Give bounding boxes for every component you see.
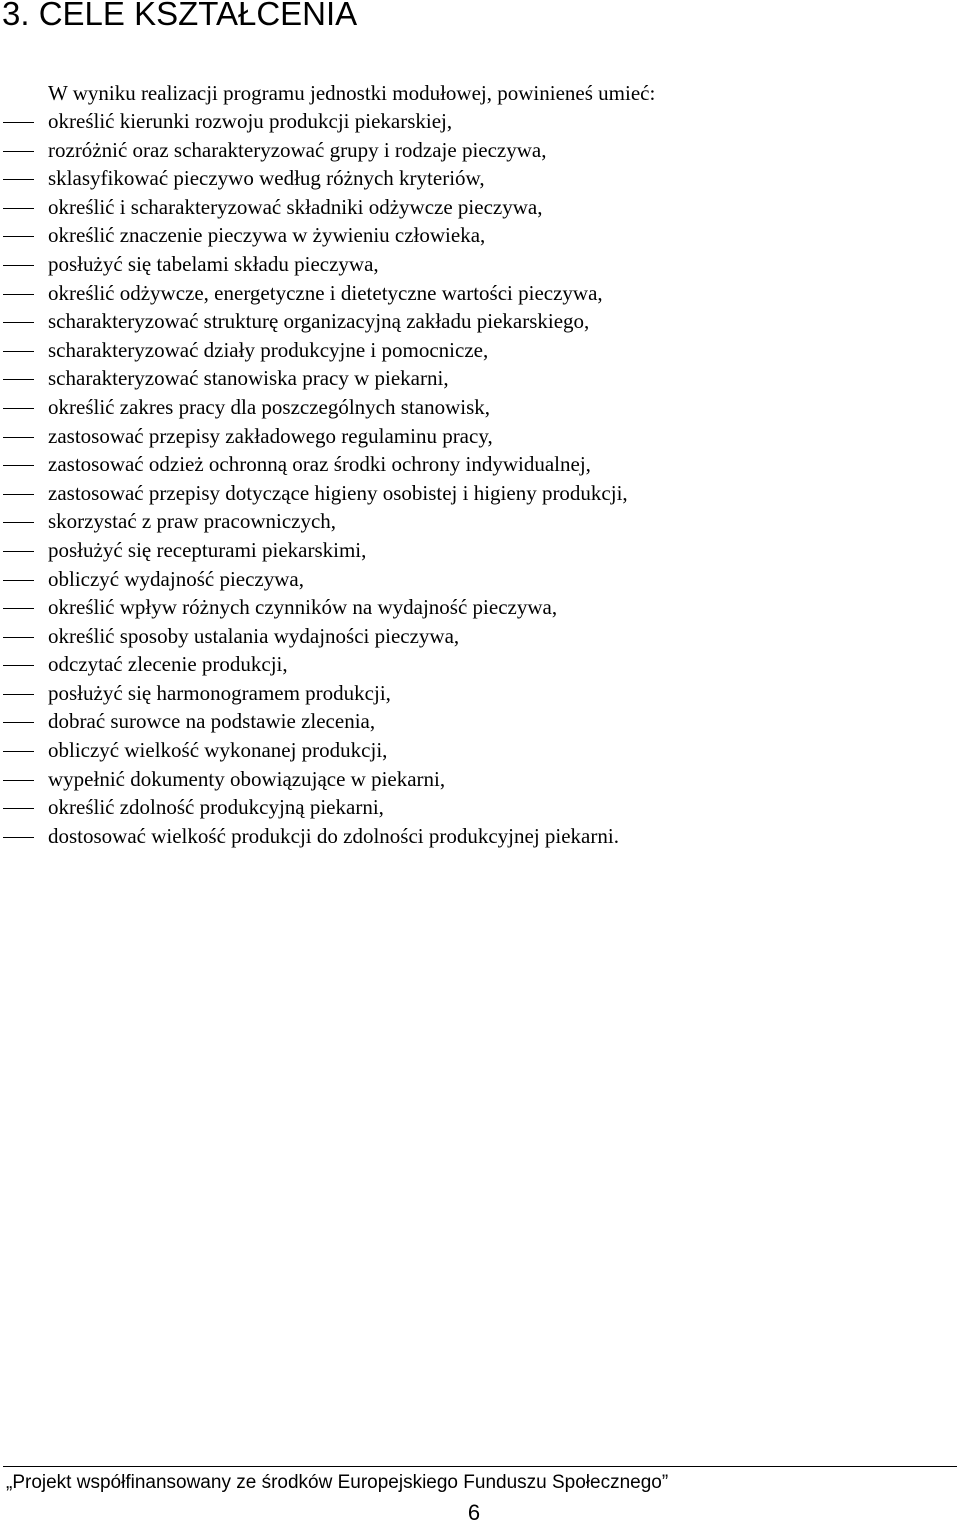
dash-bullet-icon [3,408,34,409]
list-item-text: posłużyć się recepturami piekarskimi, [48,537,367,562]
list-item-text: sklasyfikować pieczywo według różnych kryteriów, [48,166,485,191]
dash-bullet-icon [3,837,34,838]
list-item-text: obliczyć wielkość wykonanej produkcji, [48,738,388,763]
dash-bullet-icon [3,208,34,209]
dash-bullet-icon [3,322,34,323]
list-item-text: wypełnić dokumenty obowiązujące w piekarni, [48,766,446,791]
list-item-text: określić odżywcze, energetyczne i dietetyczne wartości pieczywa, [48,280,603,305]
dash-bullet-icon [3,122,34,123]
list-item-text: określić zakres pracy dla poszczególnych stanowisk, [48,394,491,419]
list-item-text: rozróżnić oraz scharakteryzować grupy i rodzaje pieczywa, [48,137,547,162]
dash-bullet-icon [3,637,34,638]
intro-text: W wyniku realizacji programu jednostki modułowej, powinieneś umieć: [48,81,656,105]
dash-bullet-icon [3,694,34,695]
list-item-text: określić wpływ różnych czynników na wydajność pieczywa, [48,595,558,620]
dash-bullet-icon [3,179,34,180]
dash-bullet-icon [3,151,34,152]
dash-bullet-icon [3,465,34,466]
list-item-text: obliczyć wydajność pieczywa, [48,566,304,591]
dash-bullet-icon [3,751,34,752]
dash-bullet-icon [3,580,34,581]
dash-bullet-icon [3,351,34,352]
dash-bullet-icon [3,608,34,609]
footer-text: „Projekt współfinansowany ze środków Europejskiego Funduszu Społecznego” [6,1472,669,1493]
list-item-text: posłużyć się harmonogramem produkcji, [48,680,391,705]
dash-bullet-icon [3,265,34,266]
list-item-text: scharakteryzować działy produkcyjne i pomocnicze, [48,337,489,362]
dash-bullet-icon [3,722,34,723]
dash-bullet-icon [3,294,34,295]
list-item-text: zastosować przepisy dotyczące higieny osobistej i higieny produkcji, [48,480,628,505]
dash-bullet-icon [3,665,34,666]
list-item-text: zastosować przepisy zakładowego regulaminu pracy, [48,423,493,448]
page-title: 3. CELE KSZTAŁCENIA [2,0,358,32]
list-item-text: zastosować odzież ochronną oraz środki ochrony indywidualnej, [48,452,591,477]
dash-bullet-icon [3,551,34,552]
list-item-text: scharakteryzować stanowiska pracy w piekarni, [48,366,449,391]
dash-bullet-icon [3,522,34,523]
page-number: 6 [467,1500,481,1525]
list-item-text: posłużyć się tabelami składu pieczywa, [48,251,379,276]
list-item-text: określić sposoby ustalania wydajności pieczywa, [48,623,460,648]
dash-bullet-icon [3,780,34,781]
list-item-text: dostosować wielkość produkcji do zdolności produkcyjnej piekarni. [48,823,619,848]
list-item-text: określić i scharakteryzować składniki odżywcze pieczywa, [48,194,543,219]
footer-divider [3,1466,957,1467]
dash-bullet-icon [3,437,34,438]
list-item-text: określić kierunki rozwoju produkcji piekarskiej, [48,109,453,133]
list-item-text: odczytać zlecenie produkcji, [48,652,288,677]
dash-bullet-icon [3,236,34,237]
dash-bullet-icon [3,808,34,809]
list-item-text: skorzystać z praw pracowniczych, [48,509,337,534]
list-item-text: określić znaczenie pieczywa w żywieniu człowieka, [48,223,486,248]
list-item-text: dobrać surowce na podstawie zlecenia, [48,709,376,734]
dash-bullet-icon [3,494,34,495]
dash-bullet-icon [3,379,34,380]
list-item-text: określić zdolność produkcyjną piekarni, [48,795,384,820]
list-item-text: scharakteryzować strukturę organizacyjną zakładu piekarskiego, [48,309,590,334]
